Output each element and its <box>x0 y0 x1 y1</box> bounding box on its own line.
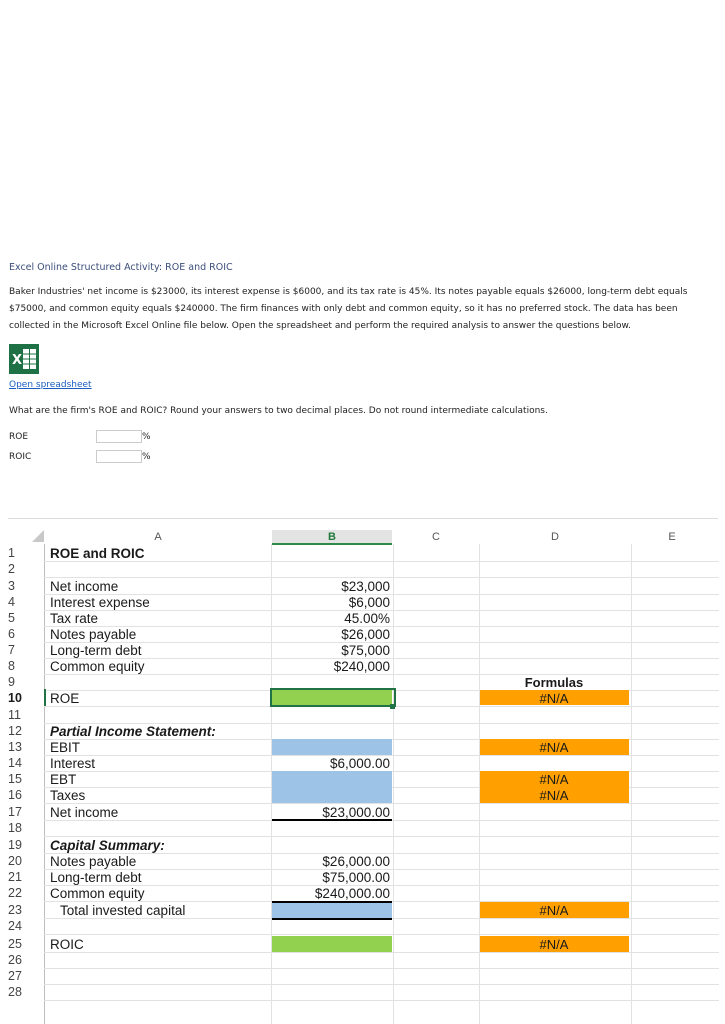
sheet-title: ROE and ROIC <box>50 546 145 561</box>
row-number[interactable]: 8 <box>8 659 15 673</box>
ebt-taxes-input-cells[interactable] <box>272 771 392 803</box>
row-number[interactable]: 2 <box>8 562 15 576</box>
roe-answer-label: ROE <box>9 432 29 442</box>
sheet-top-border <box>8 518 718 519</box>
column-header-e[interactable]: E <box>668 531 676 543</box>
roic-input-cell[interactable] <box>272 936 392 952</box>
value-notes-payable-cs[interactable]: $26,000.00 <box>322 854 390 869</box>
grid-row-line <box>44 934 719 935</box>
row-number[interactable]: 11 <box>8 708 21 722</box>
row-number[interactable]: 24 <box>8 919 22 933</box>
label-ebt: EBT <box>50 772 77 787</box>
label-long-term-debt-cs: Long-term debt <box>50 870 142 885</box>
label-interest-expense: Interest expense <box>50 595 150 610</box>
row-number[interactable]: 16 <box>8 788 22 802</box>
row-number[interactable]: 26 <box>8 953 22 967</box>
column-header-b[interactable]: B <box>272 530 392 545</box>
svg-text:X: X <box>12 353 23 368</box>
value-net-income-is[interactable]: $23,000.00 <box>322 805 390 820</box>
grid-row-line <box>44 836 719 837</box>
formula-ebt[interactable]: #N/A <box>539 772 569 787</box>
label-taxes: Taxes <box>50 788 86 803</box>
roe-percent-unit: % <box>142 432 151 442</box>
label-roic: ROIC <box>50 937 84 952</box>
open-spreadsheet-link[interactable]: Open spreadsheet <box>9 380 92 390</box>
spreadsheet[interactable] <box>0 512 725 1024</box>
label-notes-payable-cs: Notes payable <box>50 854 137 869</box>
excel-icon[interactable] <box>9 344 39 374</box>
row-number[interactable]: 19 <box>8 838 22 852</box>
row-number[interactable]: 17 <box>8 805 22 819</box>
value-tax-rate[interactable]: 45.00% <box>344 611 390 626</box>
row-number[interactable]: 15 <box>8 772 22 786</box>
grid-row-line <box>44 803 719 804</box>
row-number[interactable]: 9 <box>8 675 15 689</box>
value-interest-expense[interactable]: $6,000 <box>348 595 390 610</box>
row-number[interactable]: 5 <box>8 611 15 625</box>
row-number[interactable]: 10 <box>8 691 22 705</box>
value-interest[interactable]: $6,000.00 <box>329 756 390 771</box>
select-all-corner[interactable] <box>32 530 44 542</box>
label-net-income: Net income <box>50 579 119 594</box>
row-number[interactable]: 4 <box>8 595 15 609</box>
label-net-income-is: Net income <box>50 805 119 820</box>
row-number[interactable]: 25 <box>8 937 22 951</box>
selected-cell-b10[interactable] <box>270 688 396 707</box>
row-number[interactable]: 13 <box>8 740 22 754</box>
partial-income-header: Partial Income Statement: <box>50 724 216 739</box>
capital-sum-underline <box>272 901 392 903</box>
column-header-c[interactable]: C <box>432 531 440 543</box>
formula-ebit[interactable]: #N/A <box>539 740 569 755</box>
label-interest: Interest <box>50 756 96 771</box>
formula-roe[interactable]: #N/A <box>539 691 569 706</box>
value-net-income[interactable]: $23,000 <box>341 579 390 594</box>
roic-answer-label: ROIC <box>9 452 32 462</box>
problem-text: Baker Industries' net income is $23000, its interest expense is $6000, and its tax rate is 45%. Its notes payable equals $26000, long-term debt equals $75000, and common equity equals $240000. The firm finances with only debt and common equity, so it has no preferred stock. The data has been collected in the Microsoft Excel Online file below. Open the spreadsheet and perform the required analysis to answer the questions below. <box>9 287 688 331</box>
label-roe: ROE <box>50 691 80 706</box>
grid-row-line <box>44 984 719 985</box>
row-number[interactable]: 14 <box>8 756 22 770</box>
label-tax-rate: Tax rate <box>50 611 99 626</box>
question-prompt: What are the firm's ROE and ROIC? Round your answers to two decimal places. Do not round intermediate calculations. <box>9 406 548 416</box>
row-number[interactable]: 22 <box>8 886 22 900</box>
total-capital-input-cell[interactable] <box>272 902 392 918</box>
row-number[interactable]: 28 <box>8 985 22 999</box>
label-common-equity-cs: Common equity <box>50 886 145 901</box>
value-long-term-debt-cs[interactable]: $75,000.00 <box>322 870 390 885</box>
row-number[interactable]: 23 <box>8 903 22 917</box>
grid-row-line <box>44 952 719 953</box>
formulas-header: Formulas <box>524 675 584 690</box>
roe-answer-row <box>9 430 169 444</box>
label-long-term-debt: Long-term debt <box>50 643 142 658</box>
value-common-equity-cs[interactable]: $240,000.00 <box>314 886 390 901</box>
row-number[interactable]: 27 <box>8 969 22 983</box>
formula-total-capital[interactable]: #N/A <box>539 903 569 918</box>
label-ebit: EBIT <box>50 740 81 755</box>
row-number[interactable]: 3 <box>8 579 15 593</box>
column-header-a[interactable]: A <box>154 531 162 543</box>
row-number[interactable]: 6 <box>8 627 15 641</box>
row-number[interactable]: 20 <box>8 854 22 868</box>
grid-row-line <box>44 561 719 562</box>
label-total-capital: Total invested capital <box>60 903 186 918</box>
value-long-term-debt[interactable]: $75,000 <box>341 643 390 658</box>
ebit-input-cell[interactable] <box>272 739 392 755</box>
value-common-equity[interactable]: $240,000 <box>333 659 390 674</box>
active-row-indicator <box>44 689 46 706</box>
value-notes-payable[interactable]: $26,000 <box>341 627 390 642</box>
roic-answer-row <box>9 450 169 464</box>
capital-summary-header: Capital Summary: <box>50 838 165 853</box>
roic-percent-unit: % <box>142 452 151 462</box>
formula-roic[interactable]: #N/A <box>539 937 569 952</box>
row-number[interactable]: 1 <box>8 546 15 560</box>
label-notes-payable: Notes payable <box>50 627 137 642</box>
label-common-equity: Common equity <box>50 659 145 674</box>
grid-row-line <box>44 1000 719 1001</box>
row-number[interactable]: 12 <box>8 724 22 738</box>
roic-answer-input[interactable] <box>96 450 142 463</box>
formula-taxes[interactable]: #N/A <box>539 788 569 803</box>
total-capital-underline <box>272 918 392 920</box>
roe-answer-input[interactable] <box>96 430 142 443</box>
row-number[interactable]: 18 <box>8 821 22 835</box>
grid-row-line <box>44 968 719 969</box>
fill-handle[interactable] <box>390 704 395 709</box>
row-number[interactable]: 7 <box>8 643 15 657</box>
activity-title: Excel Online Structured Activity: ROE and ROIC <box>9 262 233 273</box>
row-number[interactable]: 21 <box>8 870 22 884</box>
grid-row-line <box>44 577 719 578</box>
column-header-d[interactable]: D <box>551 531 559 543</box>
